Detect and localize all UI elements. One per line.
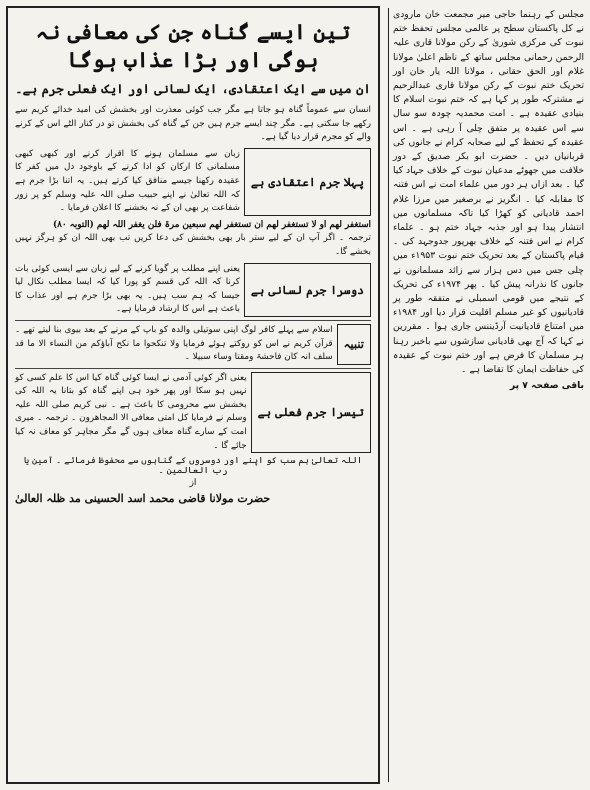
news-column (388, 8, 584, 782)
section-third-crime (15, 372, 371, 454)
section-text-third: یعنی اگر کوئی آدمی نے ایسا کوئی گناہ کیا اس کا علم کسی کو نہیں ہو سکا اور پھر خود ہی اپنے گناہ کو بتانا یہ اللہ کی بخشش سے محرومی کا باعث ہے ۔ نبی کریم صلی اللہ علیہ وسلم نے فرمایا کل امتی معافی الا المجاھرون ۔ ترجمہ ۔ میری امت کے سارے گناہ معاف ہوں گے مگر مجاہر کو معاف نہ کیا جائے گا ۔ (15, 372, 247, 451)
author-intro: از (189, 478, 197, 489)
section-first-crime (15, 148, 371, 216)
section-heading-third: تیسرا جرم فعلی ہے (251, 372, 371, 454)
divider (15, 368, 371, 369)
divider (15, 320, 371, 321)
quote-translation: ترجمہ ۔ اگر آپ ان کے لیے ستر بار بھی بخشش کی دعا کریں تب بھی اللہ ان کو ہرگز نہیں بخشے گا۔ (15, 233, 371, 257)
section-second-crime (15, 263, 371, 317)
section-heading-first: پہلا جرم اعتقادی ہے (244, 148, 371, 216)
article-intro: انسان سے عموماً گناہ ہو جاتا ہے مگر جب کوئی معذرت اور بخشش کی امید خدائے کریم سے رکھے جا سکتی ہے۔ مگر چند ایسے جرم ہیں جن کے گناہ کی بخشش تو در کنار الٹے اس کے کرنے والے کو مجرم قرار دیا گیا ہے۔ (15, 105, 371, 143)
section-heading-warning: تنبیہ (337, 324, 371, 365)
continued-note: باقی صفحہ ۷ پر (509, 380, 584, 392)
section-warning (15, 324, 371, 365)
section-heading-second: دوسرا جرم لسانی ہے (244, 263, 371, 317)
news-column-text: مجلس کے رہنما حاجی میر مجمعت خان مارودی نے کل پاکستان سطح پر عالمی مجلس تحفظ ختم نبوت کی مرکزی شوریٰ کے رکن مولانا قاری علیہ الرحمن رحمانی مجلس ساتھ کے ناظم اعلیٰ مولانا غلام اور الحق حقانی ، مولانا اللہ یار خان اور تحریک ختم نبوت کے رکن مولانا قاری عبدالرحیم نے مشترکہ طور پر کہا ہے کہ ختم نبوت اسلام کا بنیادی عقیدہ ہے ۔ امت محمدیہ چودہ سو سال سے اس عقیدہ پر متفق چلی آ رہی ہے ۔ اس عقیدہ کے تحفظ کے لیے صحابہ کرام نے جانوں کی قربانیاں دیں ۔ حضرت ابو بکر صدیق کے دور خلافت میں جھوٹے مدعیان نبوت کے خلاف جہاد کیا گیا ۔ بعد ازاں ہر دور میں علماء امت نے اس فتنہ کا مقابلہ کیا ۔ انگریز نے برصغیر میں مرزا غلام احمد قادیانی کو کھڑا کیا تاکہ مسلمانوں میں انتشار پیدا ہو اور جذبہ جہاد ختم ہو ۔ علماء کرام نے اس فتنہ کے خلاف بھرپور جدوجہد کی ۔ قیام پاکستان کے بعد تحریک ختم نبوت ۱۹۵۳ء میں چلی جس میں دس ہزار سے زائد مسلمانوں نے جانوں کا نذرانہ پیش کیا ۔ پھر ۱۹۷۴ء کی تحریک کے نتیجے میں قومی اسمبلی نے متفقہ طور پر قادیانیوں کو غیر مسلم اقلیت قرار دیا اور ۱۹۸۴ء میں امتناع قادیانیت آرڈیننس جاری ہوا ۔ مقررین نے کہا کہ آج بھی قادیانی سازشوں سے باخبر رہنا ہر مسلمان کا فرض ہے اور ختم نبوت کے عقیدہ کی حفاظت ایمان کا تقاضا ہے ۔ (393, 9, 584, 376)
article-box (6, 6, 380, 784)
article-title: تین ایسے گناہ جن کی معافی نہ ہوگی اور بڑا عذاب ہوگا (35, 19, 351, 72)
arabic-quote: استغفر لھم او لا تستغفر لھم ان تستغفر لھم سبعین مرۃ فلن یغفر اللہ لھم (التوبہ ۸۰) (52, 219, 371, 230)
section-text-first: زبان سے مسلمان ہونے کا اقرار کرنے اور کبھی کبھی مسلمانی کا ارکان کو ادا کرنے کے باوجود دل میں کفر کا عقیدہ رکھنا جیسے منافق کیا کرتے ہیں۔ یہ اتنا بڑا جرم ہے کہ اللہ تعالیٰ نے اپنے حبیب صلی اللہ علیہ وسلم کو پر زور شفاعت پر بھی ان کے نہ بخشنے کا اعلان فرمایا ۔ (15, 148, 240, 214)
article-subtitle: ان میں سے ایک اعتقادی، ایک لسانی اور ایک فعلی جرم ہے۔ (15, 81, 371, 96)
section-text-warning: اسلام سے پہلے کافر لوگ اپنی سوتیلی والدہ کو باپ کے مرنے کے بعد بیوی بنا لیتے تھے ۔ قرآن کریم نے اس کو روکتے ہوئے فرمایا ولا تنکحوا ما نکح آباؤکم من النساء الا ما قد سلف انہ کان فاحشۃ ومقتا وساء سبیلا ۔ (15, 324, 333, 363)
section-text-second: یعنی اپنے مطلب پر گویا کرنے کے لیے زبان سے ایسی کوئی بات کرنا کہ اللہ کی قسم کو پورا کیا کہ ایسا مطلب نکال لیا جیسا کہ ہم سب ہیں۔ یہ بھی بڑا جرم ہے اور عذاب کا باعث ہے اس کا ارشاد فرمایا ہے۔ (15, 263, 240, 315)
author-signature: حضرت مولانا قاضی محمد اسد الحسینی مد ظلہ العالیٰ (15, 492, 271, 506)
closing-prayer: اللہ تعالیٰ ہم سب کو اپنے اور دوسروں کے گناہوں سے محفوظ فرمائے ۔ آمین یا رب العالمین ۔ (23, 456, 363, 477)
